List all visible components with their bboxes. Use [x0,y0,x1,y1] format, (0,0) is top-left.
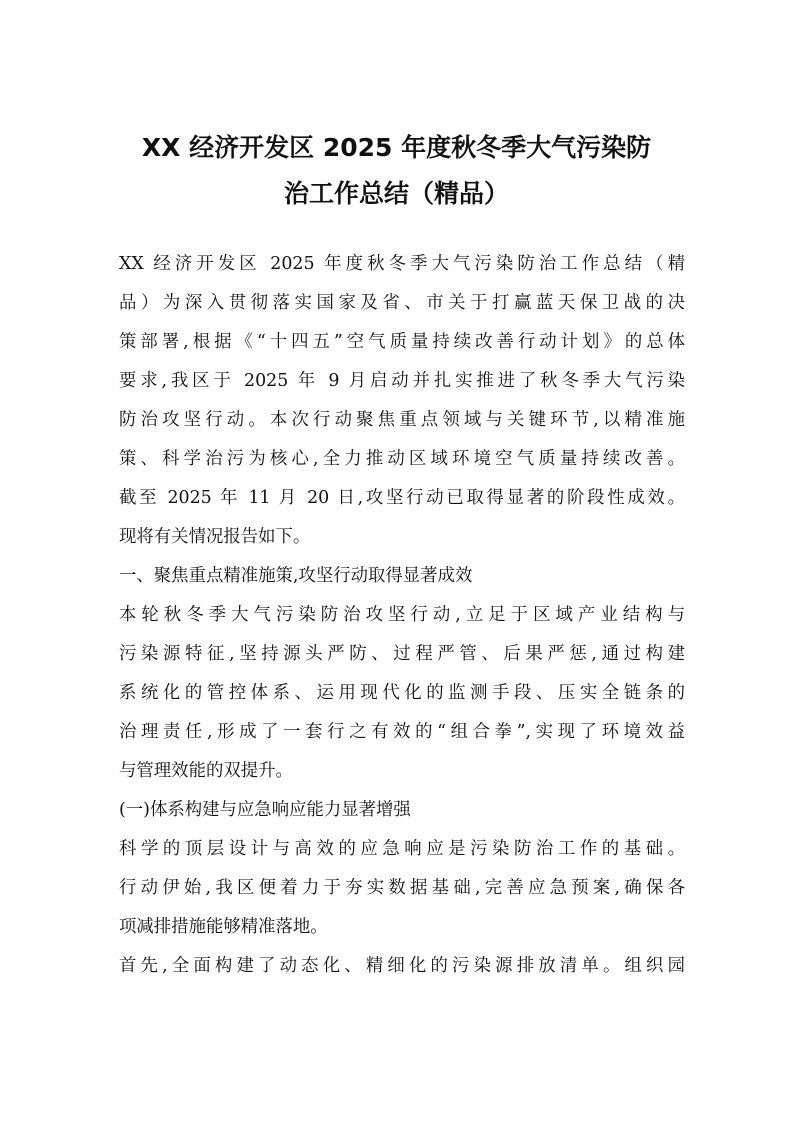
body-line: 策部署,根据《“十四五”空气质量持续改善行动计划》的总体 [119,332,685,352]
body-line: 要求,我区于 2025 年 9 月启动并扎实推进了秋冬季大气污染 [119,371,685,391]
body-line: 策、科学治污为核心,全力推动区域环境空气质量持续改善。 [119,449,685,469]
body-line: 截至 2025 年 11 月 20 日,攻坚行动已取得显著的阶段性成效。 [119,488,685,508]
body-line: 行动伊始,我区便着力于夯实数据基础,完善应急预案,确保各 [119,878,685,898]
document-title-line-1: XX 经济开发区 2025 年度秋冬季大气污染防 [141,133,652,162]
body-line: 防治攻坚行动。本次行动聚焦重点领域与关键环节,以精准施 [119,410,685,430]
section-heading: 一、聚焦重点精准施策,攻坚行动取得显著成效 [119,566,473,586]
subsection-heading: (一)体系构建与应急响应能力显著增强 [119,800,411,820]
body-line: 本轮秋冬季大气污染防治攻坚行动,立足于区域产业结构与 [119,605,685,625]
body-line: 项减排措施能够精准落地。 [119,917,328,937]
body-line: 首先,全面构建了动态化、精细化的污染源排放清单。组织园 [119,956,685,976]
body-line: 污染源特征,坚持源头严防、过程严管、后果严惩,通过构建 [119,644,685,664]
body-line: 科学的顶层设计与高效的应急响应是污染防治工作的基础。 [119,839,685,859]
body-line: 治理责任,形成了一套行之有效的“组合拳”,实现了环境效益 [119,722,685,742]
body-line: XX 经济开发区 2025 年度秋冬季大气污染防治工作总结（精 [119,254,685,274]
body-line: 品）为深入贯彻落实国家及省、市关于打赢蓝天保卫战的决 [119,293,685,313]
document-title-line-2: 治工作总结（精品） [283,179,509,208]
body-line: 现将有关情况报告如下。 [119,527,311,547]
body-line: 系统化的管控体系、运用现代化的监测手段、压实全链条的 [119,683,685,703]
body-line: 与管理效能的双提升。 [119,761,293,781]
